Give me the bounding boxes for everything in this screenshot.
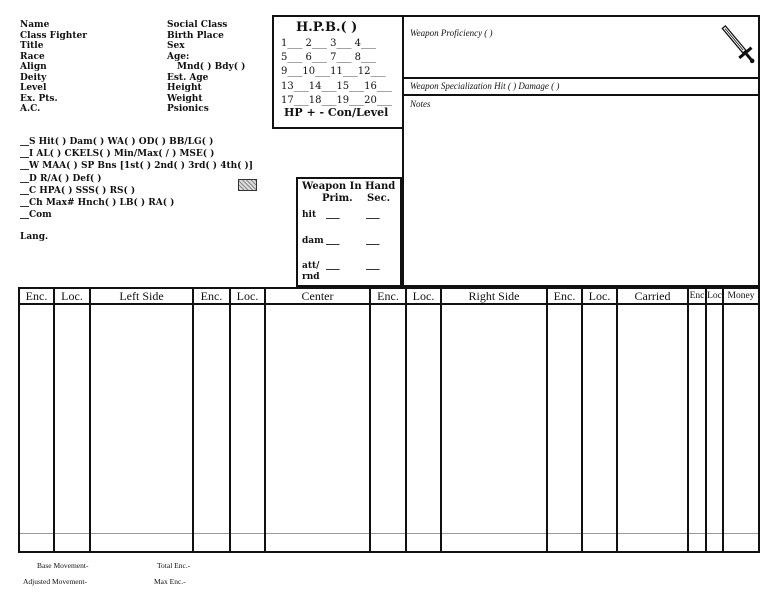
header-enc: Enc bbox=[689, 291, 705, 301]
identity-right bbox=[167, 20, 245, 115]
field-mnd-bdy: Mnd( ) Bdy( ) bbox=[177, 62, 246, 72]
total-enc-label: Total Enc.- bbox=[157, 561, 191, 570]
field-birth-place: Birth Place bbox=[167, 30, 224, 41]
col-divider bbox=[616, 287, 618, 553]
weapon-att-label: att/ rnd bbox=[302, 261, 320, 282]
field-title: Title bbox=[20, 41, 44, 51]
weapon-proficiency-label: Weapon Proficiency ( ) bbox=[410, 28, 493, 38]
field-sex: Sex bbox=[167, 41, 185, 51]
field-race: Race bbox=[20, 51, 45, 62]
hp-row: 13___14___15___16___ bbox=[281, 80, 392, 92]
header-loc: Loc. bbox=[412, 289, 435, 303]
ability-str: __S Hit( ) Dam( ) WA( ) OD( ) BB/LG( ) bbox=[20, 137, 214, 147]
weapon-dam-sec: ___ bbox=[366, 236, 380, 246]
adjusted-movement-label: Adjusted Movement- bbox=[23, 577, 87, 586]
max-enc-label: Max Enc.- bbox=[154, 577, 186, 586]
col-divider bbox=[440, 287, 442, 553]
proficiency-panel bbox=[402, 15, 760, 287]
weapon-att-prim: ___ bbox=[326, 261, 340, 271]
col-divider bbox=[229, 287, 231, 553]
hp-title: H.P.B.( ) bbox=[296, 20, 358, 35]
field-align: Align bbox=[20, 62, 47, 72]
hp-row: 1___ 2___ 3___ 4___ bbox=[281, 38, 376, 49]
weapon-dam-prim: ___ bbox=[326, 236, 340, 246]
header-enc: Enc. bbox=[25, 289, 48, 303]
col-divider bbox=[369, 287, 371, 553]
divider bbox=[402, 77, 760, 79]
field-social-class: Social Class bbox=[167, 20, 228, 30]
col-divider bbox=[89, 287, 91, 553]
ability-con: __C HPA( ) SSS( ) RS( ) bbox=[20, 185, 136, 196]
hp-rows bbox=[281, 37, 392, 108]
weapon-hit-sec: ___ bbox=[366, 210, 380, 220]
sword-icon bbox=[718, 18, 758, 70]
equipment-table bbox=[18, 287, 760, 553]
col-divider bbox=[53, 287, 55, 553]
notes-label: Notes bbox=[410, 99, 431, 109]
field-name: Name bbox=[20, 20, 50, 30]
divider bbox=[402, 94, 760, 96]
weapon-att-sec: ___ bbox=[366, 261, 380, 271]
weapon-prim-header: Prim. bbox=[322, 193, 353, 204]
hp-footer: HP + - Con/Level bbox=[284, 106, 389, 119]
col-divider bbox=[405, 287, 407, 553]
field-weight: Weight bbox=[167, 93, 203, 104]
equipment-bottom-rule bbox=[20, 533, 758, 534]
ability-int: __I AL( ) CKELS( ) Min/Max( / ) MSE( ) bbox=[20, 149, 215, 160]
col-divider bbox=[581, 287, 583, 553]
header-left-side: Left Side bbox=[119, 289, 164, 303]
header-enc: Enc. bbox=[553, 289, 576, 303]
col-divider bbox=[722, 287, 724, 553]
ability-wis: __W MAA( ) SP Bns [1st( ) 2nd( ) 3rd( ) 4th( )] bbox=[20, 161, 254, 172]
header-loc: Loc. bbox=[588, 289, 611, 303]
weapon-hit-label: hit bbox=[302, 210, 317, 220]
field-deity: Deity bbox=[20, 72, 47, 83]
header-carried: Carried bbox=[634, 289, 671, 303]
field-est-age: Est. Age bbox=[167, 72, 209, 83]
col-divider bbox=[192, 287, 194, 553]
header-loc: Loc. bbox=[61, 289, 83, 303]
ability-com: __Com bbox=[20, 210, 52, 221]
header-right-side: Right Side bbox=[468, 289, 520, 303]
base-movement-label: Base Movement- bbox=[37, 561, 89, 570]
lang-label: Lang. bbox=[20, 232, 49, 242]
field-class: Class Fighter bbox=[20, 30, 87, 41]
weapon-specialization-label: Weapon Specialization Hit ( ) Damage ( ) bbox=[410, 81, 560, 91]
field-age: Age: bbox=[167, 51, 190, 62]
weapon-hit-prim: ___ bbox=[326, 210, 340, 220]
weapon-in-hand-title: Weapon In Hand bbox=[302, 181, 396, 192]
header-money: Money bbox=[727, 291, 755, 301]
abilities-block bbox=[20, 136, 253, 221]
col-divider bbox=[264, 287, 266, 553]
weapon-sec-header: Sec. bbox=[367, 193, 391, 204]
field-psionics: Psionics bbox=[167, 104, 209, 114]
col-divider bbox=[705, 287, 707, 553]
ability-dex: __D R/A( ) Def( ) bbox=[20, 173, 102, 184]
hp-row: 5___ 6___ 7___ 8___ bbox=[281, 52, 376, 64]
ability-cha: __Ch Max# Hnch( ) LB( ) RA( ) bbox=[20, 198, 175, 209]
header-loc: Loc. bbox=[236, 289, 259, 303]
hp-row: 17___18___19___20___ bbox=[281, 94, 392, 106]
col-divider bbox=[546, 287, 548, 553]
shaded-box bbox=[238, 179, 257, 191]
field-height: Height bbox=[167, 83, 202, 93]
identity-left bbox=[20, 20, 87, 115]
header-enc: Enc. bbox=[377, 289, 399, 303]
header-center: Center bbox=[301, 289, 334, 303]
header-loc: Loc bbox=[707, 291, 722, 301]
field-level: Level bbox=[20, 83, 47, 93]
field-ex-pts: Ex. Pts. bbox=[20, 93, 58, 104]
col-divider bbox=[687, 287, 689, 553]
hp-row: 9___10___11___12___ bbox=[281, 66, 386, 78]
header-enc: Enc. bbox=[200, 289, 223, 303]
weapon-dam-label: dam bbox=[302, 236, 324, 246]
field-ac: A.C. bbox=[20, 104, 41, 114]
